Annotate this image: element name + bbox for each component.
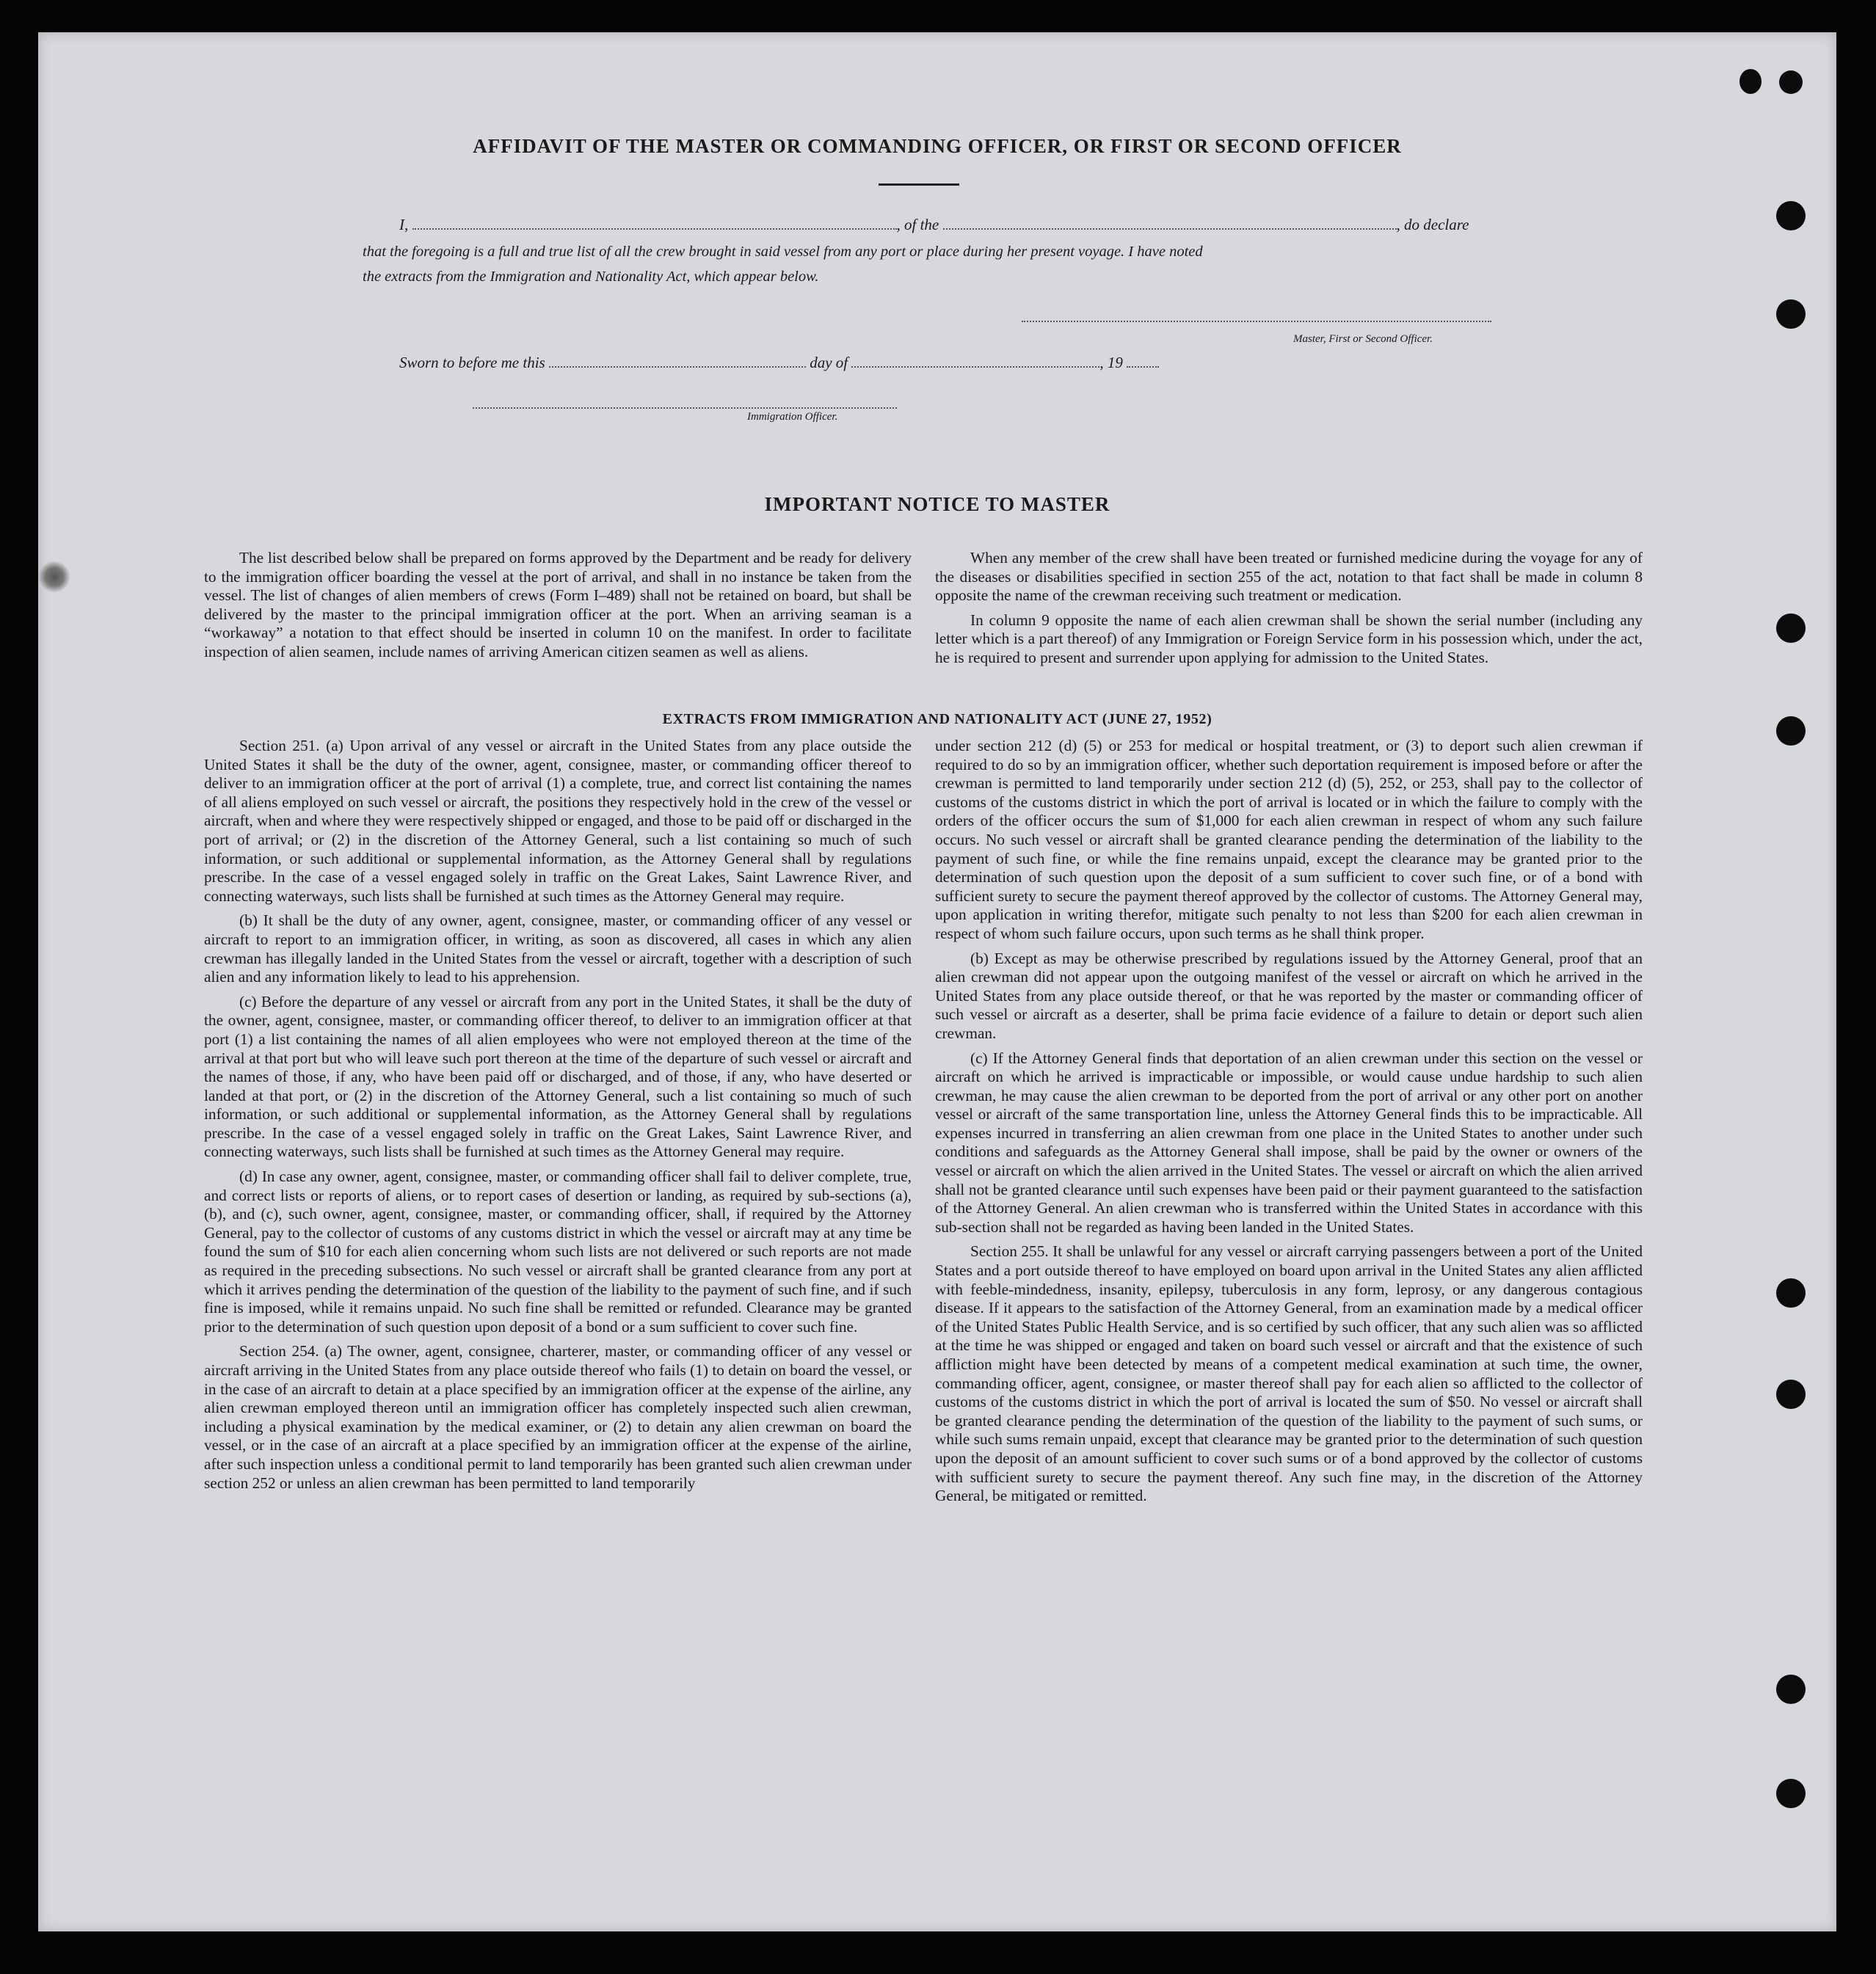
- declaration-line-3: the extracts from the Immigration and Nationality Act, which appear below.: [363, 269, 819, 285]
- binder-hole: [1776, 201, 1806, 230]
- master-signature-field[interactable]: [1022, 320, 1491, 322]
- section-paragraph: (c) Before the departure of any vessel or aircraft from any port in the United States, it shall be the duty of the owner, agent, consignee, master, or commanding officer thereof, to deliver to an immigration officer at that port (1) a list containing the names of all alien employees who were not employed thereon at the time of the arrival at that port but who will leave such port thereon at the time of the departure of such vessel or aircraft and the names of those, if any, who have been paid off or discharged, and of those, if any, who have deserted or landed at that port, or (2) in the discretion of the Attorney General, such a list containing so much of such information, or such additional or supplemental information, as the Attorney General shall by regulations prescribe. In the case of a vessel engaged solely in traffic on the Great Lakes, Saint Lawrence River, and connecting waterways, such lists shall be furnished at such times as the Attorney General may require.: [204, 992, 912, 1161]
- binder-hole: [1776, 1779, 1806, 1808]
- sworn-day-field[interactable]: [549, 365, 806, 368]
- day-of-label: day of: [810, 354, 848, 371]
- name-field[interactable]: [412, 227, 897, 230]
- year-label: , 19: [1099, 354, 1123, 371]
- i-label: I,: [399, 216, 409, 233]
- binder-hole: [1739, 69, 1762, 94]
- binder-hole: [1776, 1380, 1806, 1409]
- extracts-title: EXTRACTS FROM IMMIGRATION AND NATIONALITY ACT (JUNE 27, 1952): [662, 711, 1213, 727]
- officer-signature-field[interactable]: [473, 407, 897, 409]
- paper-blemish: [38, 561, 70, 593]
- document-page: [38, 32, 1836, 1931]
- declaration-line-1: [399, 216, 1469, 234]
- master-signature-label: Master, First or Second Officer.: [1293, 333, 1433, 345]
- title-rule: [879, 183, 959, 186]
- section-paragraph: Section 255. It shall be unlawful for any vessel or aircraft carrying passengers between a port of the United States and a port outside thereof to have employed on board upon arrival in the United States any alien afflicted with feeble-mindedness, insanity, epilepsy, tuberculosis in any form, leprosy, or any dangerous contagious disease. If it appears to the satisfaction of the Attorney General, from an examination made by a medical officer of the United States Public Health Service, and is so certified by such officer, that any such alien was so afflicted at the time he was shipped or engaged and taken on board such vessel or aircraft and that the existence of such affliction might have been detected by means of a competent medical examination at such time, the owner, commanding officer, agent, consignee, or master thereof shall pay for each alien so afflicted to the collector of customs of the customs district in which the port of arrival is located the sum of $50. No vessel or aircraft shall be granted clearance pending the determination of the question of the liability to the payment of such sums, or while such sums remain unpaid, except that clearance may be granted prior to the determination of such question upon the deposit of an amount sufficient to cover such sums or of a bond approved by the collector of customs with sufficient surety to secure the payment thereof. Any such fine may, in the discretion of the Attorney General, be mitigated or remitted.: [935, 1242, 1643, 1505]
- section-paragraph: (c) If the Attorney General finds that deportation of an alien crewman under this section on the vessel or aircraft on which he arrived is impracticable or impossible, or would cause undue hardship to such alien crewman, he may cause the alien crewman to be deported from the port of arrival or any other port on another vessel or aircraft of the same transportation line, unless the Attorney General finds this to be impracticable. All expenses incurred in transferring an alien crewman from one place in the United States to another under such conditions and safeguards as the Attorney General shall impose, shall be paid by the owner or owners of the vessel or aircraft on which the alien arrived in the United States. The vessel or aircraft on which the alien arrived shall not be granted clearance until such expenses have been paid or their payment guaranteed to the satisfaction of the Attorney General. An alien crewman who is transferred within the United States in accordance with this sub-section shall not be regarded as having been landed in the United States.: [935, 1049, 1643, 1236]
- extracts-right-column: [935, 737, 1643, 1512]
- officer-signature-label: Immigration Officer.: [747, 411, 838, 423]
- sworn-line: [399, 354, 1159, 372]
- section-paragraph: (b) It shall be the duty of any owner, agent, consignee, master, or commanding officer of any vessel or aircraft to report to an immigration officer, in writing, as soon as discovered, all cases in which any alien crewman has illegally landed in the United States from the vessel or aircraft, together with a description of such alien and any information likely to lead to his apprehension.: [204, 911, 912, 986]
- notice-right-paragraph: When any member of the crew shall have been treated or furnished medicine during the voyage for any of the diseases or disabilities specified in section 255 of the act, notation to that fact shall be made in column 8 opposite the name of the crewman receiving such treatment or medication.: [935, 549, 1643, 605]
- notice-right-column: [935, 549, 1643, 674]
- vessel-field[interactable]: [943, 227, 1397, 230]
- notice-left-paragraph: The list described below shall be prepared on forms approved by the Department and be ready for delivery to the immigration officer boarding the vessel at the port of arrival, and shall in no instance be taken from the vessel. The list of changes of alien members of crews (Form I–489) shall not be retained on board, but shall be delivered by the master to the principal immigration officer at the port. When an arriving seaman is a “workaway” a notation to that effect should be inserted in column 10 on the manifest. In order to facilitate inspection of alien seamen, include names of arriving American citizen seamen as well as aliens.: [204, 549, 912, 660]
- extracts-left-column: [204, 737, 912, 1498]
- declare-label: , do declare: [1396, 216, 1469, 233]
- binder-hole: [1776, 1278, 1806, 1308]
- sworn-month-field[interactable]: [851, 365, 1099, 368]
- section-paragraph: under section 212 (d) (5) or 253 for medical or hospital treatment, or (3) to deport such alien crewman if required to do so by an immigration officer, whether such deportation requirement is imposed before or after the crewman is permitted to land temporarily under section 212 (d) (5), 252, or 253, shall pay to the collector of customs of the customs district in which the port of arrival is located or in which the failure to comply with the orders of the officer occurs the sum of $1,000 for each alien crewman in respect of whom any such failure occurs. No such vessel or aircraft shall be granted clearance pending the determination of the liability to the payment of such fine, or while the fine remains unpaid, except the clearance may be granted prior to the determination of such question upon the deposit of a sum sufficient to cover such fine, or of a bond with sufficient surety to secure the payment thereof approved by the collector of customs. The Attorney General may, upon application in writing therefor, mitigate such penalty to not less than $200 for each alien crewman in respect of whom such failure occurs, upon such terms as he shall think proper.: [935, 737, 1643, 942]
- binder-hole: [1776, 299, 1806, 329]
- binder-hole: [1776, 613, 1806, 643]
- section-paragraph: (b) Except as may be otherwise prescribed by regulations issued by the Attorney General, proof that an alien crewman did not appear upon the outgoing manifest of the vessel or aircraft on which he arrived in the United States from any place outside thereof, or that he was reported by the master or commanding officer of such vessel or aircraft as a deserter, shall be prima facie evidence of a failure to detain or deport such alien crewman.: [935, 949, 1643, 1042]
- binder-hole: [1776, 1675, 1806, 1704]
- section-paragraph: (d) In case any owner, agent, consignee, master, or commanding officer shall fail to deliver complete, true, and correct lists or reports of aliens, or to report cases of desertion or landing, as required by sub-sections (a), (b), and (c), such owner, agent, consignee, master, or commanding officer, shall, if required by the Attorney General, pay to the collector of customs of any customs district in which the vessel or aircraft may at any time be found the sum of $10 for each alien concerning whom such lists are not delivered or such reports are not made as required in the preceding subsections. No such vessel or aircraft shall be granted clearance from any port at which it arrives pending the determination of the question of the liability to the payment of such fine, and if such fine is imposed, while it remains unpaid. No such fine shall be remitted or refunded. Clearance may be granted prior to the determination of such question upon deposit of a bond or a sum sufficient to cover such fine.: [204, 1168, 912, 1336]
- notice-left-column: [204, 549, 912, 668]
- sworn-year-field[interactable]: [1127, 365, 1159, 368]
- sworn-label: Sworn to before me this: [399, 354, 545, 371]
- notice-title: IMPORTANT NOTICE TO MASTER: [764, 493, 1110, 515]
- declaration-line-2: that the foregoing is a full and true list of all the crew brought in said vessel from any port or place during her present voyage. I have noted: [363, 244, 1203, 260]
- section-paragraph: Section 254. (a) The owner, agent, consignee, charterer, master, or commanding officer of any vessel or aircraft arriving in the United States from any place outside thereof who fails (1) to detain on board the vessel, or in the case of an aircraft to detain at a place specified by an immigration officer at the expense of the airline, any alien crewman employed thereon until an immigration officer has completely inspected such alien crewman, including a physical examination by the medical examiner, or (2) to detain any alien crewman on board the vessel, or in the case of an aircraft at a place specified by an immigration officer at the expense of the airline, after such inspection unless a conditional permit to land temporarily has been granted such alien crewman under section 252 or unless an alien crewman has been permitted to land temporarily: [204, 1342, 912, 1492]
- binder-hole: [1779, 70, 1803, 94]
- affidavit-title: AFFIDAVIT OF THE MASTER OR COMMANDING OFFICER, OR FIRST OR SECOND OFFICER: [473, 135, 1402, 157]
- section-paragraph: Section 251. (a) Upon arrival of any vessel or aircraft in the United States from any place outside the United States it shall be the duty of the owner, agent, consignee, master, or commanding officer thereof to deliver to an immigration officer at the port of arrival (1) a complete, true, and correct list containing the names of all aliens employed on such vessel or aircraft, the positions they respectively hold in the crew of the vessel or aircraft, when and where they were respectively shipped or engaged, and those to be paid off or discharged in the port of arrival; or (2) in the discretion of the Attorney General, such a list containing so much of such information, or such additional or supplemental information, as the Attorney General shall by regulations prescribe. In the case of a vessel engaged solely in traffic on the Great Lakes, Saint Lawrence River, and connecting waterways, such lists shall be furnished at such times as the Attorney General may require.: [204, 737, 912, 905]
- notice-right-paragraph: In column 9 opposite the name of each alien crewman shall be shown the serial number (including any letter which is a part thereof) of any Immigration or Foreign Service form in his possession which, under the act, he is required to present and surrender upon applying for admission to the United States.: [935, 611, 1643, 666]
- of-the-label: , of the: [896, 216, 939, 233]
